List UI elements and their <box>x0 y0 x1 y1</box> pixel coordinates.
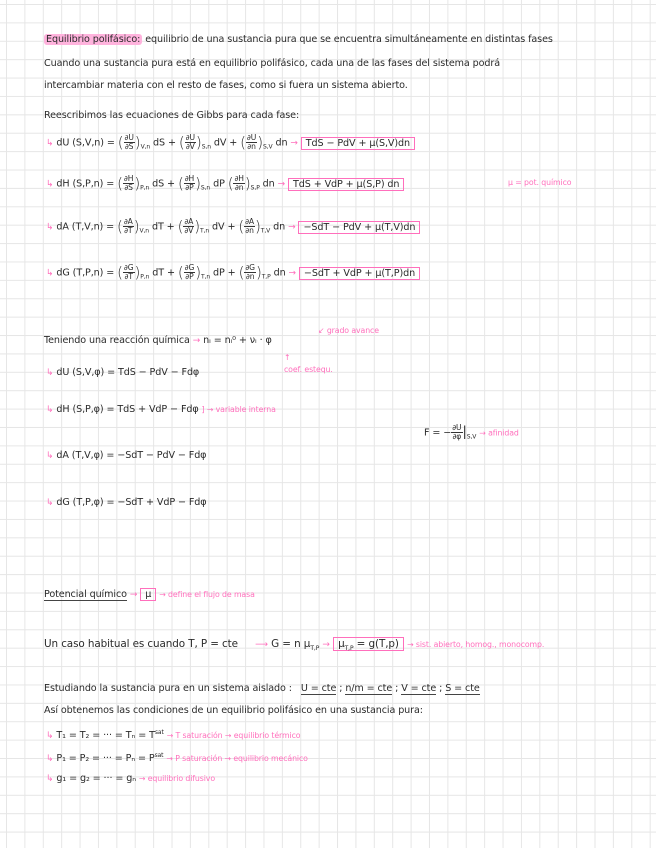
sist-abierto-note: → sist. abierto, homog., monocomp. <box>407 640 545 649</box>
eq-da-result: −SdT − PdV + μ(T,V)dn <box>298 221 420 234</box>
afinidad-note: → afinidad <box>479 428 519 438</box>
eq-da-lhs: dA (T,V,n) = <box>56 221 115 233</box>
hook-arrow-icon: ↳ <box>46 179 54 190</box>
cond-gibbs: ↳ g₁ = g₂ = ··· = gₙ → equilibrio difusivo <box>46 773 215 784</box>
right-arrow-icon: → <box>192 336 201 346</box>
section-heading-equilibrio: Equilibrio polifásico: <box>46 34 141 45</box>
cond-temperatura: ↳ T₁ = T₂ = ··· = $T_n = T^{sat} \to T$ saturación → equilibrio térmico <box>46 729 301 741</box>
hook-arrow-icon: ↳ <box>46 754 54 764</box>
eq-du-phi: ↳ dU (S,V,φ) = TdS − PdV − Fdφ <box>46 367 200 378</box>
gibbs-title: Reescribimos las ecuaciones de Gibbs para cada fase: <box>44 110 300 121</box>
intro-line-2: Cuando una sustancia pura está en equilibrio polifásico, cada una de las fases del sistema podrá <box>44 58 500 69</box>
flujo-masa-note: → define el flujo de masa <box>159 590 255 599</box>
reaction-line <box>44 335 272 347</box>
variable-interna-note: ] → variable interna <box>201 405 276 414</box>
hook-arrow-icon: ↳ <box>46 268 54 279</box>
caso-habitual-text: Un caso habitual es cuando T, P = cte <box>44 638 238 650</box>
eq-du-lhs: dU (S,V,n) = <box>56 137 115 149</box>
affinity-definition: F = − $\frac{\partial U}{\partial\varphi}$ $|_{S,V}$ → afinidad <box>424 423 519 441</box>
right-arrow-icon: ⟶ <box>255 640 268 650</box>
mu-note: μ = pot. químico <box>508 178 572 187</box>
right-arrow-icon: → <box>277 179 286 190</box>
right-arrow-icon: → <box>290 138 298 149</box>
eq-dg-row: ↳ dG (T,P,n) = ( $\frac{\partial G}{\partial T}$ )$_{P,n}$ dT + ( $\frac{\partial G}{\partial P}$ )$_{T,n}$ dP + ( $\frac{\partial G}{\partial n}$ )$_{T,P}$ dn → −SdT + VdP + μ(T,P)dn <box>46 264 420 284</box>
eq-dh-lhs: dH (S,P,n) = <box>56 178 115 190</box>
cond-presion: ↳ P₁ = P₂ = ··· = $P_n = P^{sat} \to P$ saturación → equilibrio mecánico <box>46 752 308 764</box>
hook-arrow-icon: ↳ <box>46 774 54 784</box>
hook-arrow-icon: ↳ <box>46 451 54 461</box>
eq-dh-row: ↳ dH (S,P,n) = ( $\frac{\partial H}{\partial S}$ )$_{P,n}$ dS + ( $\frac{\partial H}{\partial P}$ )$_{S,n}$ dP ( $\frac{\partial H}{\partial n}$ )$_{S,P}$ dn → TdS + VdP + μ(S,P) dn <box>46 175 404 195</box>
eq-dg-result: −SdT + VdP + μ(T,P)dn <box>299 267 420 280</box>
intro-line-3: intercambiar materia con el resto de fases, como si fuera un sistema abierto. <box>44 80 408 91</box>
hook-arrow-icon: ↳ <box>46 498 54 508</box>
potencial-heading: Potencial químico <box>44 589 127 600</box>
eq-dg-lhs: dG (T,P,n) = <box>56 267 115 279</box>
eq-du-result: TdS − PdV + μ(S,V)dn <box>301 137 415 150</box>
grado-avance-note: ↙ grado avance <box>318 326 379 335</box>
hook-arrow-icon: ↳ <box>46 368 54 378</box>
mu-symbol-box: μ <box>140 588 156 601</box>
eq-du-row: ↳ dU (S,V,n) = ( $\frac{\partial U}{\partial S}$ )$_{V,n}$ dS + ( $\frac{\partial U}{\partial V}$ )$_{S,n}$ dV + ( $\frac{\partial U}{\partial n}$ )$_{S,V}$ dn → TdS − PdV + μ(S,V)dn <box>46 134 415 154</box>
caso-habitual-line: Un caso habitual es cuando T, P = cte ⟶ G = n $\mu_{T,P} \to \mu_{T,P} = g(T,p)$ → sist. abierto, homog., monocomp. <box>44 638 545 652</box>
hook-arrow-icon: ↳ <box>46 405 54 415</box>
reaction-intro: Teniendo una reacción química <box>44 335 190 346</box>
eq-dh-phi: ↳ dH (S,P,φ) = TdS + VdP − Fdφ ] → variable interna <box>46 404 276 415</box>
intro-definition: equilibrio de una sustancia pura que se encuentra simultáneamente en distintas fases <box>145 34 553 45</box>
mu-gtp-box: $\mu_{T,P} = g(T,p)$ <box>333 637 404 651</box>
right-arrow-icon: → <box>322 640 330 650</box>
right-arrow-icon: → <box>288 222 296 233</box>
eq-dh-result: TdS + VdP + μ(S,P) dn <box>288 178 404 191</box>
eq-dg-phi: ↳ dG (T,P,φ) = −SdT + VdP − Fdφ <box>46 497 207 508</box>
hook-arrow-icon: ↳ <box>46 731 54 741</box>
reaction-formula: nᵢ = nᵢ⁰ + νᵢ · φ <box>203 335 272 346</box>
right-arrow-icon: → <box>288 268 296 279</box>
eq-da-row: ↳ dA (T,V,n) = ( $\frac{\partial A}{\partial T}$ )$_{V,n}$ dT + ( $\frac{\partial A}{\partial V}$ )$_{T,n}$ dV + ( $\frac{\partial A}{\partial n}$ )$_{T,V}$ dn → −SdT − PdV + μ(T,V)dn <box>46 218 420 238</box>
aislado-line: Estudiando la sustancia pura en un sistema aislado : U = cte ; n/m = cte ; V = cte ; S = cte <box>44 683 480 694</box>
right-arrow-icon: → <box>129 590 138 600</box>
intro-line-1 <box>44 34 553 46</box>
condiciones-line: Así obtenemos las condiciones de un equilibrio polifásico en una sustancia pura: <box>44 705 423 716</box>
coef-estequ-note: ↑ coef. estequ. <box>284 353 333 374</box>
potencial-quimico-line <box>44 589 255 601</box>
eq-da-phi: ↳ dA (T,V,φ) = −SdT − PdV − Fdφ <box>46 450 207 461</box>
hook-arrow-icon: ↳ <box>46 138 54 149</box>
hook-arrow-icon: ↳ <box>46 222 54 233</box>
